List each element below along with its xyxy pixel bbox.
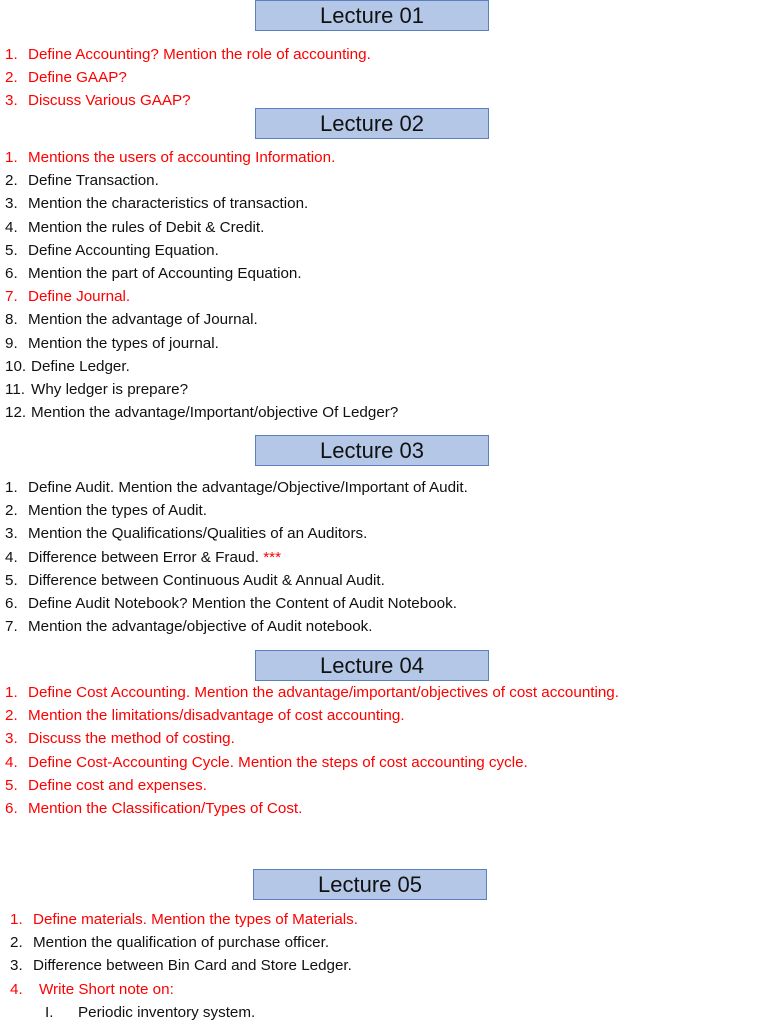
list-item-text: Difference between Error & Fraud. — [28, 548, 260, 566]
lecture-04-heading: Lecture 04 — [255, 650, 489, 681]
lecture-01-heading: Lecture 01 — [255, 0, 489, 31]
lecture-02-heading: Lecture 02 — [255, 108, 489, 139]
important-stars: *** — [263, 548, 281, 566]
lecture-questions-page: Lecture 01 1. Define Accounting? Mention the role of accounting. 2. Define GAAP? 3. Discuss Various GAAP? Lecture 02 1. Mentions the users of accounting Information. 2. Define Transaction. 3. Mention the characteristics of transaction. 4. Mention the rules of Debit & Credit. 5. Define Accounting Equation. 6. Mention the part of Accounting Equation. 7. Define Journal. 8. Mention the advantage of Journal. 9. Mention the types of journal. 10. Define Ledger. 11. Why ledger is prepare? 12. Mention the advantage/Important/objective Of Ledger? Lecture 03 1. Define Audit. Mention the advantage/Objective/Important of Audit. 2. Mention the types of Audit. 3. Mention the Qualifications/Qualities of an Auditors. 4. Difference between Error & Fraud. *** 5. Difference between Continuous Audit & Annual Audit. 6. Define Audit Notebook? Mention the Content of Audit Notebook. 7. Mention the advantage/objective of Audit notebook. Lecture 04 1. Define Cost Accounting. Mention the advantage/important/objectives of cost accounting. 2. Mention the limitations/disadvantage of cost accounting. 3. Discuss the method of costing. 4. Define Cost-Accounting Cycle. Mention the steps of cost accounting cycle. 5. Define cost and expenses. 6. Mention the Classification/Types of Cost. Lecture 05 1. Define materials. Mention the types of Materials. 2. Mention the qualification of purchase officer. 3. Difference between Bin Card and Store Ledger. 4. Write Short note on: I. Periodic inventory system. — [0, 0, 768, 1024]
lecture-03-heading: Lecture 03 — [255, 435, 489, 466]
lecture-05-heading: Lecture 05 — [253, 869, 487, 900]
